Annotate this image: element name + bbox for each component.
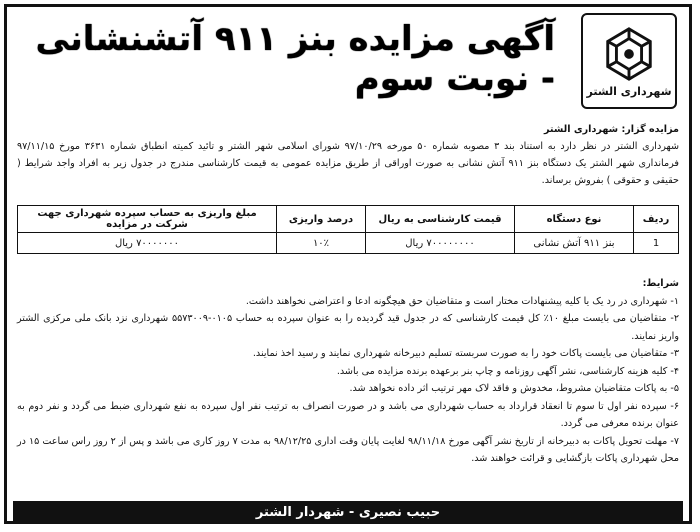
table-row — [18, 233, 679, 254]
cell-appraised-price: ۷۰۰۰۰۰۰۰۰ ریال — [366, 233, 515, 254]
condition-item: ۴- کلیه هزینه کارشناسی، نشر آگهی روزنامه و چاپ بنر برعهده برنده مزایده می باشد. — [336, 365, 679, 377]
municipality-logo — [581, 13, 677, 109]
items-table — [17, 205, 679, 254]
cell-row-number: 1 — [634, 233, 679, 254]
cell-device-type: بنز ۹۱۱ آتش نشانی — [515, 233, 634, 254]
signature-bar: حبیب نصیری - شهردار الشتر — [13, 501, 683, 523]
condition-item: ۷- مهلت تحویل پاکات به دبیرخانه از تاریخ نشر آگهی مورخ ۹۸/۱۱/۱۸ لغایت پایان وقت اداری ۹۸/۱۲/۲۵ به مدت ۷ روز کاری می باشد و پس از ۲ روز راس ساعت ۱۵ در محل شهرداری پاکات بازگشایی و قرائت خواهند شد. — [17, 435, 679, 464]
col-header-device-type: نوع دستگاه — [515, 206, 634, 233]
ad-title: آگهی مزایده بنز ۹۱۱ آتشنشانی - نوبت سوم — [35, 19, 555, 99]
col-header-deposit-percent: درصد واریزی — [277, 206, 366, 233]
ad-frame — [4, 4, 692, 524]
condition-item: ۵- به پاکات متقاضیان مشروط، مخدوش و فاقد لاک مهر ترتیب اثر داده نخواهد شد. — [349, 383, 679, 394]
cell-deposit-amount: ۷۰۰۰۰۰۰۰ ریال — [18, 233, 277, 254]
auctioneer-label: مزایده گزار: شهرداری الشتر — [543, 124, 679, 135]
condition-item: ۱- شهرداری در رد یک یا کلیه پیشنهادات مختار است و متقاضیان حق هیچگونه ادعا و اعتراضی نخواهند داشت. — [245, 295, 679, 307]
col-header-appraised-price: قیمت کارشناسی به ریال — [366, 206, 515, 233]
logo-text: شهرداری الشتر — [586, 84, 672, 98]
conditions-section — [17, 275, 679, 468]
condition-item: ۳- متقاضیان می بایست پاکات خود را به صورت سربسته تسلیم دبیرخانه شهرداری نمایند و رسید اخذ نمایند. — [252, 348, 679, 359]
intro-paragraph — [17, 121, 679, 189]
intro-body: شهرداری الشتر در نظر دارد به استناد بند ۳ مصوبه شماره ۵۰ مورخه ۹۷/۱۰/۲۹ شورای اسلامی شهر الشتر و تائید کمیته انطباق شماره ۳۶۳۱ مورخ ۹۷/۱۱/۱۵ فرمانداری شهر الشتر یک دستگاه بنز ۹۱۱ آتش نشانی به صورت اوراقی از طریق مزایده عمومی به قیمت کارشناسی مندرج در جدول زیر به افراد واجد شرایط ( حقیقی و حقوقی ) بفروش برساند. — [17, 141, 679, 186]
col-header-row-number: ردیف — [634, 206, 679, 233]
header — [11, 11, 685, 111]
table-header-row — [18, 206, 679, 233]
cell-deposit-percent: ۱۰٪ — [277, 233, 366, 254]
condition-item: ۲- متقاضیان می بایست مبلغ ۱۰٪ کل قیمت کارشناسی که در جدول قید گردیده را به عنوان سپرده به حساب ۰۱۰۵-۵۵۷۳۰۰۹ شهرداری نزد بانک ملی مرکزی الشتر واریز نمایند. — [17, 313, 679, 342]
municipality-logo-icon — [600, 25, 658, 83]
col-header-deposit-amount: مبلغ واریزی به حساب سپرده شهرداری جهت شرکت در مزایده — [18, 206, 277, 233]
conditions-heading: شرایط: — [642, 278, 679, 289]
condition-item: ۶- سپرده نفر اول تا سوم تا انعقاد قرارداد به حساب شهرداری می باشد و در صورت انصراف به ترتیب نفر اول سپرده به نفع شهرداری ضبط می گردد و نفر دوم به عنوان برنده معرفی می گردد. — [17, 400, 679, 429]
